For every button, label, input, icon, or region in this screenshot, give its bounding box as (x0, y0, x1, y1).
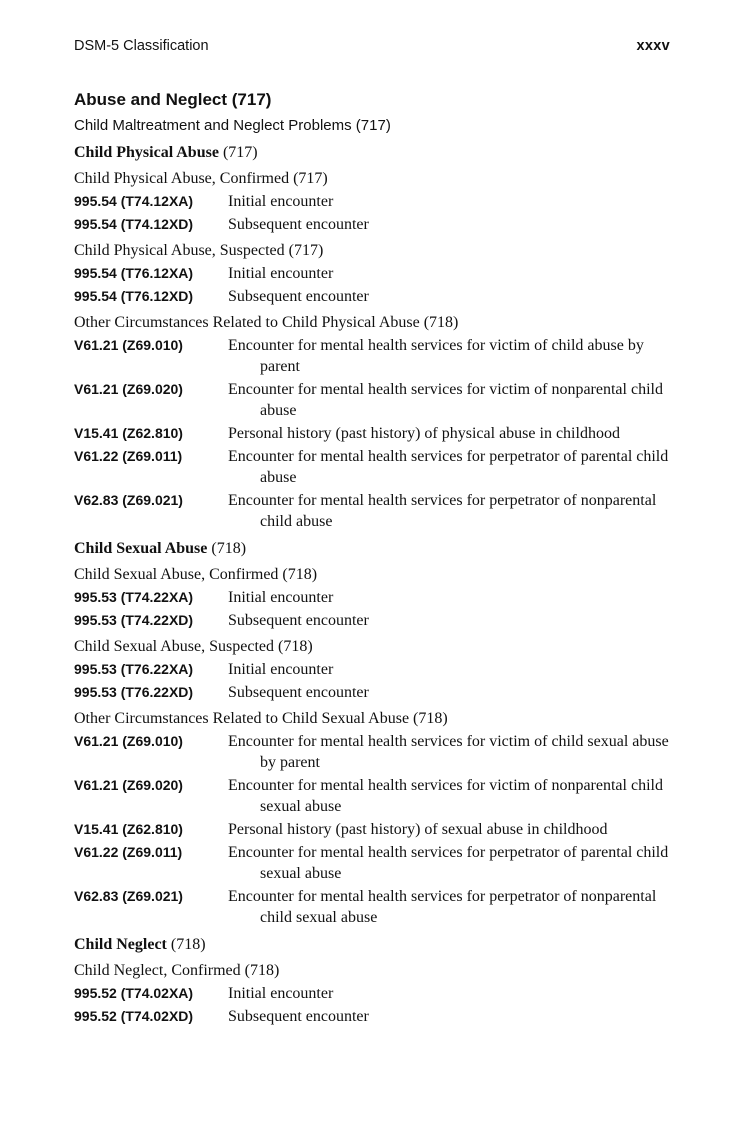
diagnostic-code: 995.53 (T76.22XD) (74, 684, 194, 700)
code-description: Encounter for mental health services for perpetrator of nonparental child sexual abuse (228, 888, 657, 926)
code-description: Subsequent encounter (228, 684, 369, 701)
section-heading-bold: Child Physical Abuse (74, 144, 219, 161)
subsection-title: Child Maltreatment and Neglect Problems (717) (74, 117, 391, 134)
diagnostic-code: 995.53 (T76.22XA) (74, 661, 194, 677)
group-label: Child Sexual Abuse, Confirmed (718) (74, 566, 318, 583)
diagnostic-code: V61.21 (Z69.010) (74, 337, 183, 353)
sections-container (74, 142, 670, 1027)
code-description: Encounter for mental health services for perpetrator of parental child abuse (228, 448, 669, 486)
code-description: Encounter for mental health services for victim of child abuse by parent (228, 337, 644, 375)
code-description: Subsequent encounter (228, 612, 369, 629)
code-entry (74, 659, 670, 680)
code-entry (74, 214, 670, 235)
diagnostic-code: V61.21 (Z69.020) (74, 381, 183, 397)
diagnostic-code: 995.53 (T74.22XA) (74, 589, 194, 605)
section (74, 142, 670, 532)
diagnostic-code: 995.54 (T74.12XA) (74, 193, 194, 209)
code-description: Subsequent encounter (228, 1008, 369, 1025)
diagnostic-code: V61.21 (Z69.010) (74, 733, 183, 749)
diagnostic-code: 995.54 (T76.12XD) (74, 288, 194, 304)
code-entry (74, 446, 670, 488)
code-entry (74, 886, 670, 928)
section (74, 538, 670, 928)
group-label: Child Sexual Abuse, Suspected (718) (74, 638, 313, 655)
section-heading-bold: Child Neglect (74, 936, 167, 953)
code-description: Initial encounter (228, 265, 334, 282)
section-heading-page: (718) (166, 936, 206, 953)
section-heading-page: (717) (218, 144, 258, 161)
diagnostic-code: 995.52 (T74.02XA) (74, 985, 194, 1001)
code-description: Subsequent encounter (228, 288, 369, 305)
code-entry (74, 610, 670, 631)
diagnostic-code: V61.21 (Z69.020) (74, 777, 183, 793)
running-header-title: DSM-5 Classification (74, 38, 209, 54)
code-entry (74, 379, 670, 421)
diagnostic-code: V15.41 (Z62.810) (74, 425, 183, 441)
code-description: Subsequent encounter (228, 216, 369, 233)
section-heading (74, 934, 670, 955)
page (74, 38, 670, 1027)
diagnostic-code: V62.83 (Z69.021) (74, 492, 183, 508)
code-description: Initial encounter (228, 193, 334, 210)
group-label: Child Physical Abuse, Confirmed (717) (74, 170, 328, 187)
code-entry (74, 263, 670, 284)
code-entry (74, 775, 670, 817)
section-heading-bold: Child Sexual Abuse (74, 540, 208, 557)
chapter-title: Abuse and Neglect (717) (74, 90, 272, 109)
code-entry (74, 490, 670, 532)
diagnostic-code: V61.22 (Z69.011) (74, 448, 183, 464)
code-entry (74, 423, 670, 444)
code-description: Encounter for mental health services for victim of child sexual abuse by parent (228, 733, 669, 771)
code-entry (74, 286, 670, 307)
group-label: Child Physical Abuse, Suspected (717) (74, 242, 324, 259)
code-description: Encounter for mental health services for perpetrator of parental child sexual abuse (228, 844, 669, 882)
code-entry (74, 335, 670, 377)
section-heading-page: (718) (207, 540, 247, 557)
group-label: Child Neglect, Confirmed (718) (74, 962, 280, 979)
code-description: Personal history (past history) of sexual abuse in childhood (228, 821, 608, 838)
diagnostic-code: 995.54 (T76.12XA) (74, 265, 194, 281)
group-label: Other Circumstances Related to Child Sexual Abuse (718) (74, 710, 448, 727)
code-description: Encounter for mental health services for victim of nonparental child sexual abuse (228, 777, 663, 815)
section-heading (74, 538, 670, 559)
code-description: Initial encounter (228, 661, 334, 678)
section (74, 934, 670, 1027)
diagnostic-code: V15.41 (Z62.810) (74, 821, 183, 837)
code-entry (74, 682, 670, 703)
running-header (74, 38, 670, 60)
diagnostic-code: 995.52 (T74.02XD) (74, 1008, 194, 1024)
code-description: Initial encounter (228, 589, 334, 606)
section-heading (74, 142, 670, 163)
code-entry (74, 819, 670, 840)
diagnostic-code: V61.22 (Z69.011) (74, 844, 183, 860)
diagnostic-code: 995.53 (T74.22XD) (74, 612, 194, 628)
code-entry (74, 731, 670, 773)
code-entry (74, 191, 670, 212)
code-entry (74, 1006, 670, 1027)
diagnostic-code: V62.83 (Z69.021) (74, 888, 183, 904)
group-label: Other Circumstances Related to Child Physical Abuse (718) (74, 314, 459, 331)
code-description: Encounter for mental health services for perpetrator of nonparental child abuse (228, 492, 657, 530)
code-entry (74, 842, 670, 884)
diagnostic-code: 995.54 (T74.12XD) (74, 216, 194, 232)
code-entry (74, 587, 670, 608)
page-number: xxxv (636, 38, 670, 54)
code-description: Encounter for mental health services for victim of nonparental child abuse (228, 381, 663, 419)
code-description: Personal history (past history) of physical abuse in childhood (228, 425, 620, 442)
code-entry (74, 983, 670, 1004)
code-description: Initial encounter (228, 985, 334, 1002)
